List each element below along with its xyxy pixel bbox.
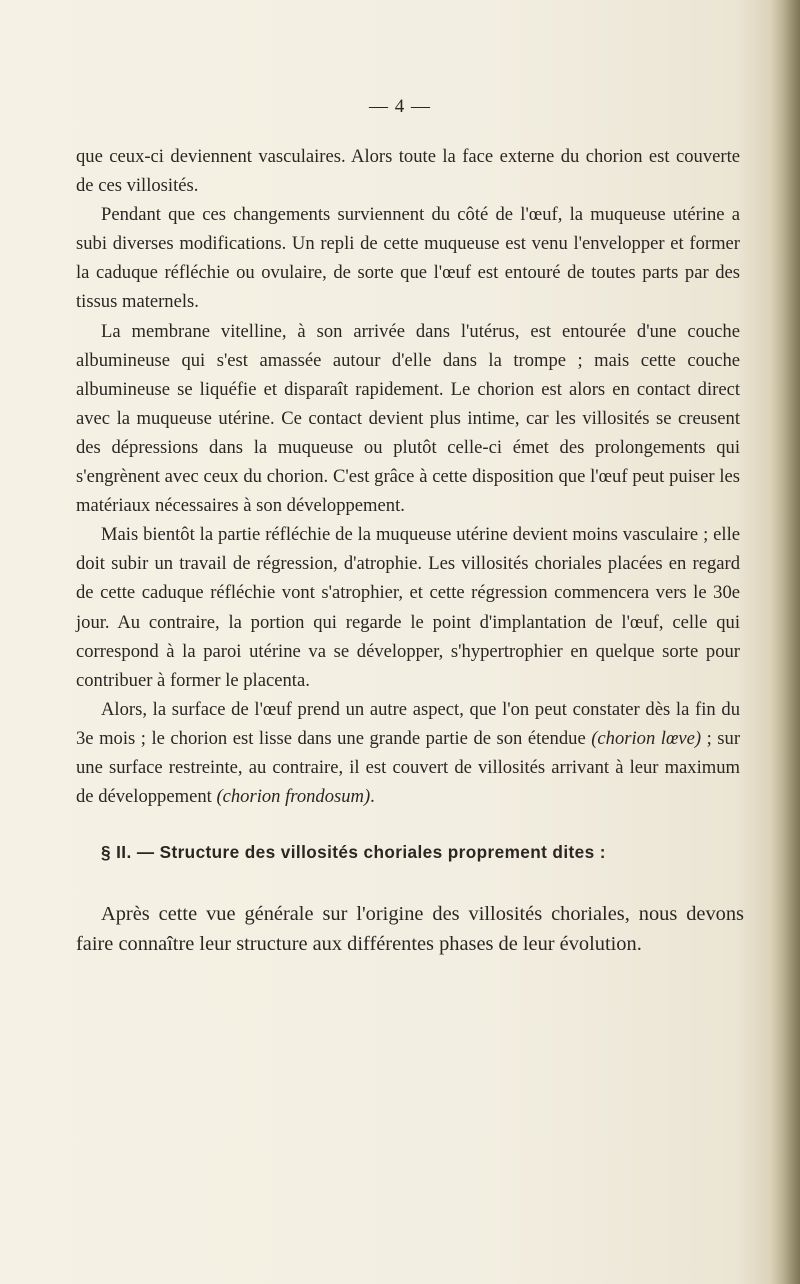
page-number: — 4 — (369, 96, 431, 117)
paragraph-2: Pendant que ces changements surviennent du côté de l'œuf, la muqueuse utérine a subi diverses modifications. Un repli de cette muqueuse est venu l'envelopper et former la caduque réfléchie ou ovulaire, de sorte que l'œuf est entouré de toutes parts par des tissus maternels. (76, 204, 740, 313)
page-edge-shadow (770, 0, 800, 1284)
paragraph-4: Mais bientôt la partie réfléchie de la muqueuse utérine devient moins vasculaire ; elle doit subir un travail de régression, d'atrophie. Les villosités choriales placées en regard de cette caduque réfléchie vont s'atrophier, et cette régression commencera vers le 30e jour. Au contraire, la portion qui regarde le point d'implantation de l'œuf, celle qui correspond à la paroi utérine va se développer, s'hypertrophier en quelque sorte pour contribuer à former le placenta. (76, 524, 740, 691)
paragraph-3: La membrane vitelline, à son arrivée dans l'utérus, est entourée d'une couche albumineuse qui s'est amassée autour d'elle dans la trompe ; mais cette couche albumineuse se liquéfie et disparaît rapidement. Le chorion est alors en contact direct avec la muqueuse utérine. Ce contact devient plus intime, car les villosités se creusent des dépressions dans la muqueuse ou plutôt celle-ci émet des prolongements qui s'engrènent avec ceux du chorion. C'est grâce à cette disposition que l'œuf peut puiser les matériaux nécessaires à son développement. (76, 320, 740, 517)
chorion-frondosum-term: (chorion frondosum) (216, 786, 371, 808)
closing-text (76, 900, 744, 959)
body-text (76, 142, 740, 811)
paragraph-5-part-3: . (370, 786, 375, 808)
paragraph-5-part-2: ; sur une surface restreinte, au contraire, il est couvert de villosités arrivant à leur maximum de développement (76, 727, 741, 808)
chorion-laeve-term: (chorion lœve) (591, 727, 702, 749)
paragraph-5-part-1: Alors, la surface de l'œuf prend un autre aspect, que l'on peut constater dès la fin du 3e mois ; le chorion est lisse dans une grande partie de son étendue (76, 698, 740, 749)
section-heading: § II. — Structure des villosités choriales proprement dites : (101, 842, 606, 862)
paragraph-1: que ceux-ci deviennent vasculaires. Alors toute la face externe du chorion est couverte de ces villosités. (76, 146, 740, 197)
paragraph-5 (76, 695, 740, 811)
closing-paragraph: Après cette vue générale sur l'origine des villosités choriales, nous devons faire connaître leur structure aux différentes phases de leur évolution. (76, 903, 744, 955)
